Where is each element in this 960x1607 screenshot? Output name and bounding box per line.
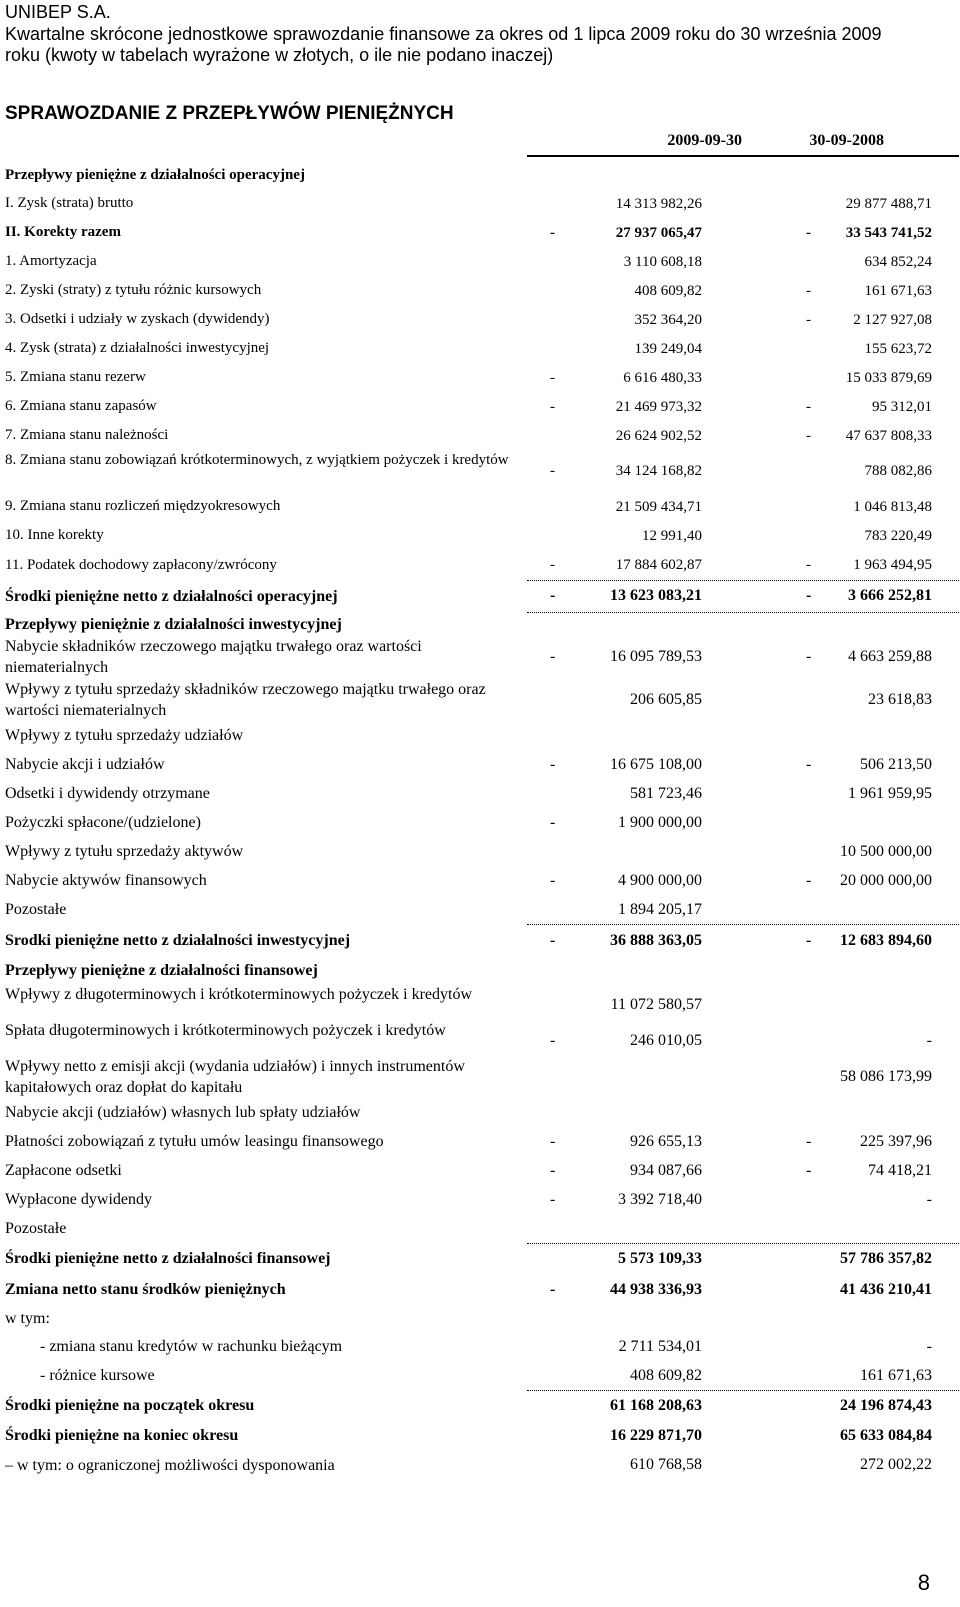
value-2008: 161 671,63 bbox=[860, 1366, 932, 1384]
table-row bbox=[0, 1390, 960, 1421]
table-row bbox=[0, 521, 960, 550]
table-row bbox=[0, 161, 960, 189]
company-name: UNIBEP S.A. bbox=[5, 2, 111, 22]
value-2008: 272 002,22 bbox=[860, 1456, 932, 1473]
value-2009: 3 392 718,40 bbox=[618, 1190, 702, 1208]
value-2008: 65 633 084,84 bbox=[840, 1426, 932, 1444]
value-2009: 1 900 000,00 bbox=[618, 813, 702, 831]
value-2008: 57 786 357,82 bbox=[840, 1249, 932, 1267]
value-2008: - bbox=[926, 1190, 932, 1208]
sign-col1: - bbox=[550, 931, 556, 949]
row-label: - zmiana stanu kredytów w rachunku bieżącym bbox=[40, 1338, 343, 1355]
row-label: Nabycie akcji (udziałów) własnych lub spłaty udziałów bbox=[5, 1104, 361, 1121]
value-2008: 58 086 173,99 bbox=[840, 1067, 932, 1085]
table-row bbox=[0, 612, 960, 636]
row-label: Nabycie akcji i udziałów bbox=[5, 756, 165, 773]
value-2009: 61 168 208,63 bbox=[610, 1396, 702, 1414]
row-label: Przepływy pieniężne z działalności operacyjnej bbox=[5, 166, 305, 183]
sign-col1: - bbox=[550, 1161, 556, 1179]
sign-col1: - bbox=[550, 1031, 556, 1049]
row-label: Przepływy pieniężnie z działalności inwestycyjnej bbox=[5, 615, 342, 633]
table-row bbox=[0, 721, 960, 750]
table-row bbox=[0, 837, 960, 866]
table-row bbox=[0, 1185, 960, 1214]
page-number: 8 bbox=[917, 1570, 930, 1595]
table-row bbox=[0, 492, 960, 521]
row-label: Wpływy z tytułu sprzedaży składników rzeczowego majątku trwałego oraz wartości niematerialnych bbox=[5, 680, 486, 719]
table-row bbox=[0, 678, 960, 721]
row-label: Pożyczki spłacone/(udzielone) bbox=[5, 814, 201, 831]
table-row bbox=[0, 808, 960, 837]
report-title-line2: roku (kwoty w tabelach wyrażone w złotych, o ile nie podano inaczej) bbox=[5, 45, 554, 65]
row-label: Wpływy z długoterminowych i krótkoterminowych pożyczek i kredytów bbox=[5, 985, 472, 1003]
table-row bbox=[0, 550, 960, 580]
row-label: 4. Zysk (strata) z działalności inwestycyjnej bbox=[5, 340, 270, 356]
sign-col1: - bbox=[550, 463, 555, 479]
row-label: w tym: bbox=[5, 1310, 50, 1327]
row-label: 8. Zmiana stanu zobowiązań krótkoterminowych, z wyjątkiem pożyczek i kredytów bbox=[5, 452, 509, 468]
value-2009: 2 711 534,01 bbox=[618, 1337, 702, 1355]
value-2008: 1 046 813,48 bbox=[853, 498, 932, 515]
row-label: Nabycie składników rzeczowego majątku trwałego oraz wartości niematerialnych bbox=[5, 638, 422, 676]
value-2008: 20 000 000,00 bbox=[840, 871, 932, 889]
table-row bbox=[0, 218, 960, 247]
value-2009: 17 884 602,87 bbox=[615, 557, 702, 573]
row-label: Przepływy pieniężne z działalności finansowej bbox=[5, 961, 318, 979]
sign-col2: - bbox=[806, 224, 811, 241]
value-2008: 47 637 808,33 bbox=[845, 427, 932, 444]
sign-col2: - bbox=[806, 1132, 812, 1150]
row-label: Środki pieniężne na koniec okresu bbox=[5, 1427, 239, 1444]
row-label: Wpływy z tytułu sprzedaży aktywów bbox=[5, 843, 244, 860]
row-label: Zmiana netto stanu środków pieniężnych bbox=[5, 1281, 286, 1298]
table-row bbox=[0, 1243, 960, 1274]
sign-col1: - bbox=[550, 369, 555, 386]
value-2009: 934 087,66 bbox=[630, 1161, 702, 1179]
sign-col1: - bbox=[550, 813, 556, 831]
value-2008: 1 961 959,95 bbox=[848, 784, 932, 802]
sign-col2: - bbox=[806, 871, 812, 889]
row-label: 6. Zmiana stanu zapasów bbox=[5, 398, 157, 414]
column-header-2009: 2009-09-30 bbox=[667, 132, 742, 149]
row-label: Wpływy netto z emisji akcji (wydania udziałów) i innych instrumentów kapitałowych oraz dopłat do kapitału bbox=[5, 1057, 465, 1096]
sign-col1: - bbox=[550, 871, 556, 889]
table-row bbox=[0, 580, 960, 612]
sign-col1: - bbox=[550, 1280, 556, 1298]
table-row bbox=[0, 334, 960, 363]
table-row bbox=[0, 276, 960, 305]
value-2008: 4 663 259,88 bbox=[848, 648, 932, 665]
row-label: Pozostałe bbox=[5, 901, 67, 918]
sign-col2: - bbox=[806, 931, 812, 949]
table-row bbox=[0, 1098, 960, 1127]
value-2009: 16 675 108,00 bbox=[610, 755, 702, 773]
row-label: Spłata długoterminowych i krótkoterminowych pożyczek i kredytów bbox=[5, 1021, 446, 1039]
row-label: 2. Zyski (straty) z tytułu różnic kursowych bbox=[5, 282, 262, 298]
sign-col2: - bbox=[806, 398, 811, 415]
table-row bbox=[0, 1156, 960, 1185]
table-row bbox=[0, 363, 960, 392]
value-2009: 581 723,46 bbox=[630, 784, 702, 802]
report-title-line1: Kwartalne skrócone jednostkowe sprawozdanie finansowe za okres od 1 lipca 2009 roku do 30 września 2009 bbox=[5, 24, 882, 44]
table-row bbox=[0, 189, 960, 218]
value-2008: 634 852,24 bbox=[864, 253, 932, 270]
table-row bbox=[0, 957, 960, 983]
row-label: I. Zysk (strata) brutto bbox=[5, 195, 134, 211]
value-2009: 246 010,05 bbox=[630, 1031, 702, 1049]
value-2009: 5 573 109,33 bbox=[618, 1249, 702, 1267]
row-label: Nabycie aktywów finansowych bbox=[5, 872, 207, 889]
table-row bbox=[0, 421, 960, 450]
value-2009: 1 894 205,17 bbox=[618, 900, 702, 918]
value-2008: 783 220,49 bbox=[864, 527, 932, 544]
table-row bbox=[0, 1055, 960, 1098]
row-label: 9. Zmiana stanu rozliczeń międzyokresowych bbox=[5, 498, 281, 514]
value-2008: 10 500 000,00 bbox=[840, 842, 932, 860]
table-row bbox=[0, 1305, 960, 1332]
value-2009: 926 655,13 bbox=[630, 1132, 702, 1150]
value-2009: 206 605,85 bbox=[630, 690, 702, 708]
sign-col2: - bbox=[806, 755, 812, 773]
value-2009: 3 110 608,18 bbox=[623, 253, 702, 270]
value-2008: 24 196 874,43 bbox=[840, 1396, 932, 1414]
value-2009: 16 229 871,70 bbox=[610, 1426, 702, 1444]
sign-col1: - bbox=[550, 557, 555, 573]
table-row bbox=[0, 636, 960, 678]
table-row bbox=[0, 1214, 960, 1243]
sign-col1: - bbox=[550, 587, 556, 604]
row-label: 7. Zmiana stanu należności bbox=[5, 427, 169, 443]
value-2009: 352 364,20 bbox=[634, 311, 702, 328]
sign-col2: - bbox=[806, 427, 811, 444]
table-row bbox=[0, 1361, 960, 1390]
row-label: 5. Zmiana stanu rezerw bbox=[5, 369, 146, 385]
value-2009: 13 623 083,21 bbox=[610, 587, 702, 604]
sign-col1: - bbox=[550, 755, 556, 773]
sign-col1: - bbox=[550, 398, 555, 415]
row-label: 11. Podatek dochodowy zapłacony/zwrócony bbox=[5, 556, 277, 573]
sign-col1: - bbox=[550, 648, 556, 665]
value-2008: 161 671,63 bbox=[864, 282, 932, 299]
value-2008: 95 312,01 bbox=[872, 398, 932, 415]
value-2009: 408 609,82 bbox=[630, 1366, 702, 1384]
row-label: Środki pieniężne netto z działalności finansowej bbox=[5, 1250, 331, 1267]
value-2009: 408 609,82 bbox=[634, 282, 702, 299]
sign-col2: - bbox=[806, 1161, 812, 1179]
table-row bbox=[0, 392, 960, 421]
value-2008: 788 082,86 bbox=[864, 463, 932, 479]
value-2009: 4 900 000,00 bbox=[618, 871, 702, 889]
row-label: 10. Inne korekty bbox=[5, 527, 104, 543]
value-2009: 11 072 580,57 bbox=[610, 995, 702, 1013]
value-2009: 44 938 336,93 bbox=[610, 1280, 702, 1298]
row-label: Wypłacone dywidendy bbox=[5, 1191, 152, 1208]
row-label: Wpływy z tytułu sprzedaży udziałów bbox=[5, 727, 244, 744]
value-2008: 15 033 879,69 bbox=[845, 369, 932, 386]
value-2008: 33 543 741,52 bbox=[845, 224, 932, 241]
value-2008: 2 127 927,08 bbox=[853, 311, 932, 328]
value-2009: 16 095 789,53 bbox=[610, 648, 702, 665]
row-label: 1. Amortyzacja bbox=[5, 253, 97, 269]
table-row bbox=[0, 924, 960, 957]
value-2008: 506 213,50 bbox=[860, 755, 932, 773]
value-2008: 155 623,72 bbox=[864, 340, 932, 357]
sign-col2: - bbox=[806, 648, 812, 665]
value-2009: 34 124 168,82 bbox=[615, 463, 702, 479]
value-2008: 225 397,96 bbox=[860, 1132, 932, 1150]
table-row bbox=[0, 1274, 960, 1305]
row-label: Środki pieniężne na początek okresu bbox=[5, 1397, 255, 1414]
sign-col1: - bbox=[550, 1190, 556, 1208]
value-2009: 26 624 902,52 bbox=[615, 427, 702, 444]
table-row bbox=[0, 1021, 960, 1055]
value-2009: 12 991,40 bbox=[642, 527, 702, 544]
row-label: Środki pieniężne netto z działalności operacyjnej bbox=[5, 587, 338, 605]
value-2009: 139 249,04 bbox=[634, 340, 702, 357]
table-row bbox=[0, 450, 960, 492]
value-2008: 41 436 210,41 bbox=[840, 1280, 932, 1298]
value-2008: 3 666 252,81 bbox=[848, 587, 932, 604]
sign-col2: - bbox=[806, 557, 811, 573]
row-label: Płatności zobowiązań z tytułu umów leasingu finansowego bbox=[5, 1133, 384, 1150]
value-2008: 12 683 894,60 bbox=[840, 931, 932, 949]
value-2009: 21 469 973,32 bbox=[615, 398, 702, 415]
sign-col2: - bbox=[806, 311, 811, 328]
table-row bbox=[0, 1332, 960, 1361]
row-label: - różnice kursowe bbox=[40, 1367, 155, 1384]
row-label: Srodki pieniężne netto z działalności inwestycyjnej bbox=[5, 932, 351, 949]
table-row bbox=[0, 1421, 960, 1450]
sign-col2: - bbox=[806, 587, 812, 604]
value-2008: 74 418,21 bbox=[868, 1161, 932, 1179]
value-2008: - bbox=[926, 1337, 932, 1355]
statement-title: SPRAWOZDANIE Z PRZEPŁYWÓW PIENIĘŻNYCH bbox=[5, 103, 454, 124]
column-header-2008: 30-09-2008 bbox=[809, 132, 884, 149]
value-2009: 36 888 363,05 bbox=[610, 931, 702, 949]
table-row bbox=[0, 1127, 960, 1156]
table-row bbox=[0, 1450, 960, 1480]
sign-col1: - bbox=[550, 224, 555, 241]
value-2009: 610 768,58 bbox=[630, 1456, 702, 1473]
value-2009: 14 313 982,26 bbox=[615, 195, 702, 212]
sign-col1: - bbox=[550, 1132, 556, 1150]
row-label: Pozostałe bbox=[5, 1220, 67, 1237]
sign-col2: - bbox=[806, 282, 811, 299]
row-label: Zapłacone odsetki bbox=[5, 1162, 122, 1179]
row-label: 3. Odsetki i udziały w zyskach (dywidendy) bbox=[5, 311, 270, 327]
value-2009: 27 937 065,47 bbox=[615, 224, 702, 241]
table-row bbox=[0, 866, 960, 895]
table-row bbox=[0, 305, 960, 334]
value-2008: 23 618,83 bbox=[868, 690, 932, 708]
row-label: II. Korekty razem bbox=[5, 224, 121, 240]
row-label: – w tym: o ograniczonej możliwości dysponowania bbox=[5, 1456, 335, 1474]
table-row bbox=[0, 895, 960, 924]
value-2009: 6 616 480,33 bbox=[623, 369, 702, 386]
table-row bbox=[0, 247, 960, 276]
value-2008: - bbox=[926, 1031, 932, 1049]
table-row bbox=[0, 779, 960, 808]
value-2008: 29 877 488,71 bbox=[845, 195, 932, 212]
row-label: Odsetki i dywidendy otrzymane bbox=[5, 785, 210, 802]
table-row bbox=[0, 750, 960, 779]
value-2008: 1 963 494,95 bbox=[853, 557, 932, 573]
value-2009: 21 509 434,71 bbox=[615, 498, 702, 515]
